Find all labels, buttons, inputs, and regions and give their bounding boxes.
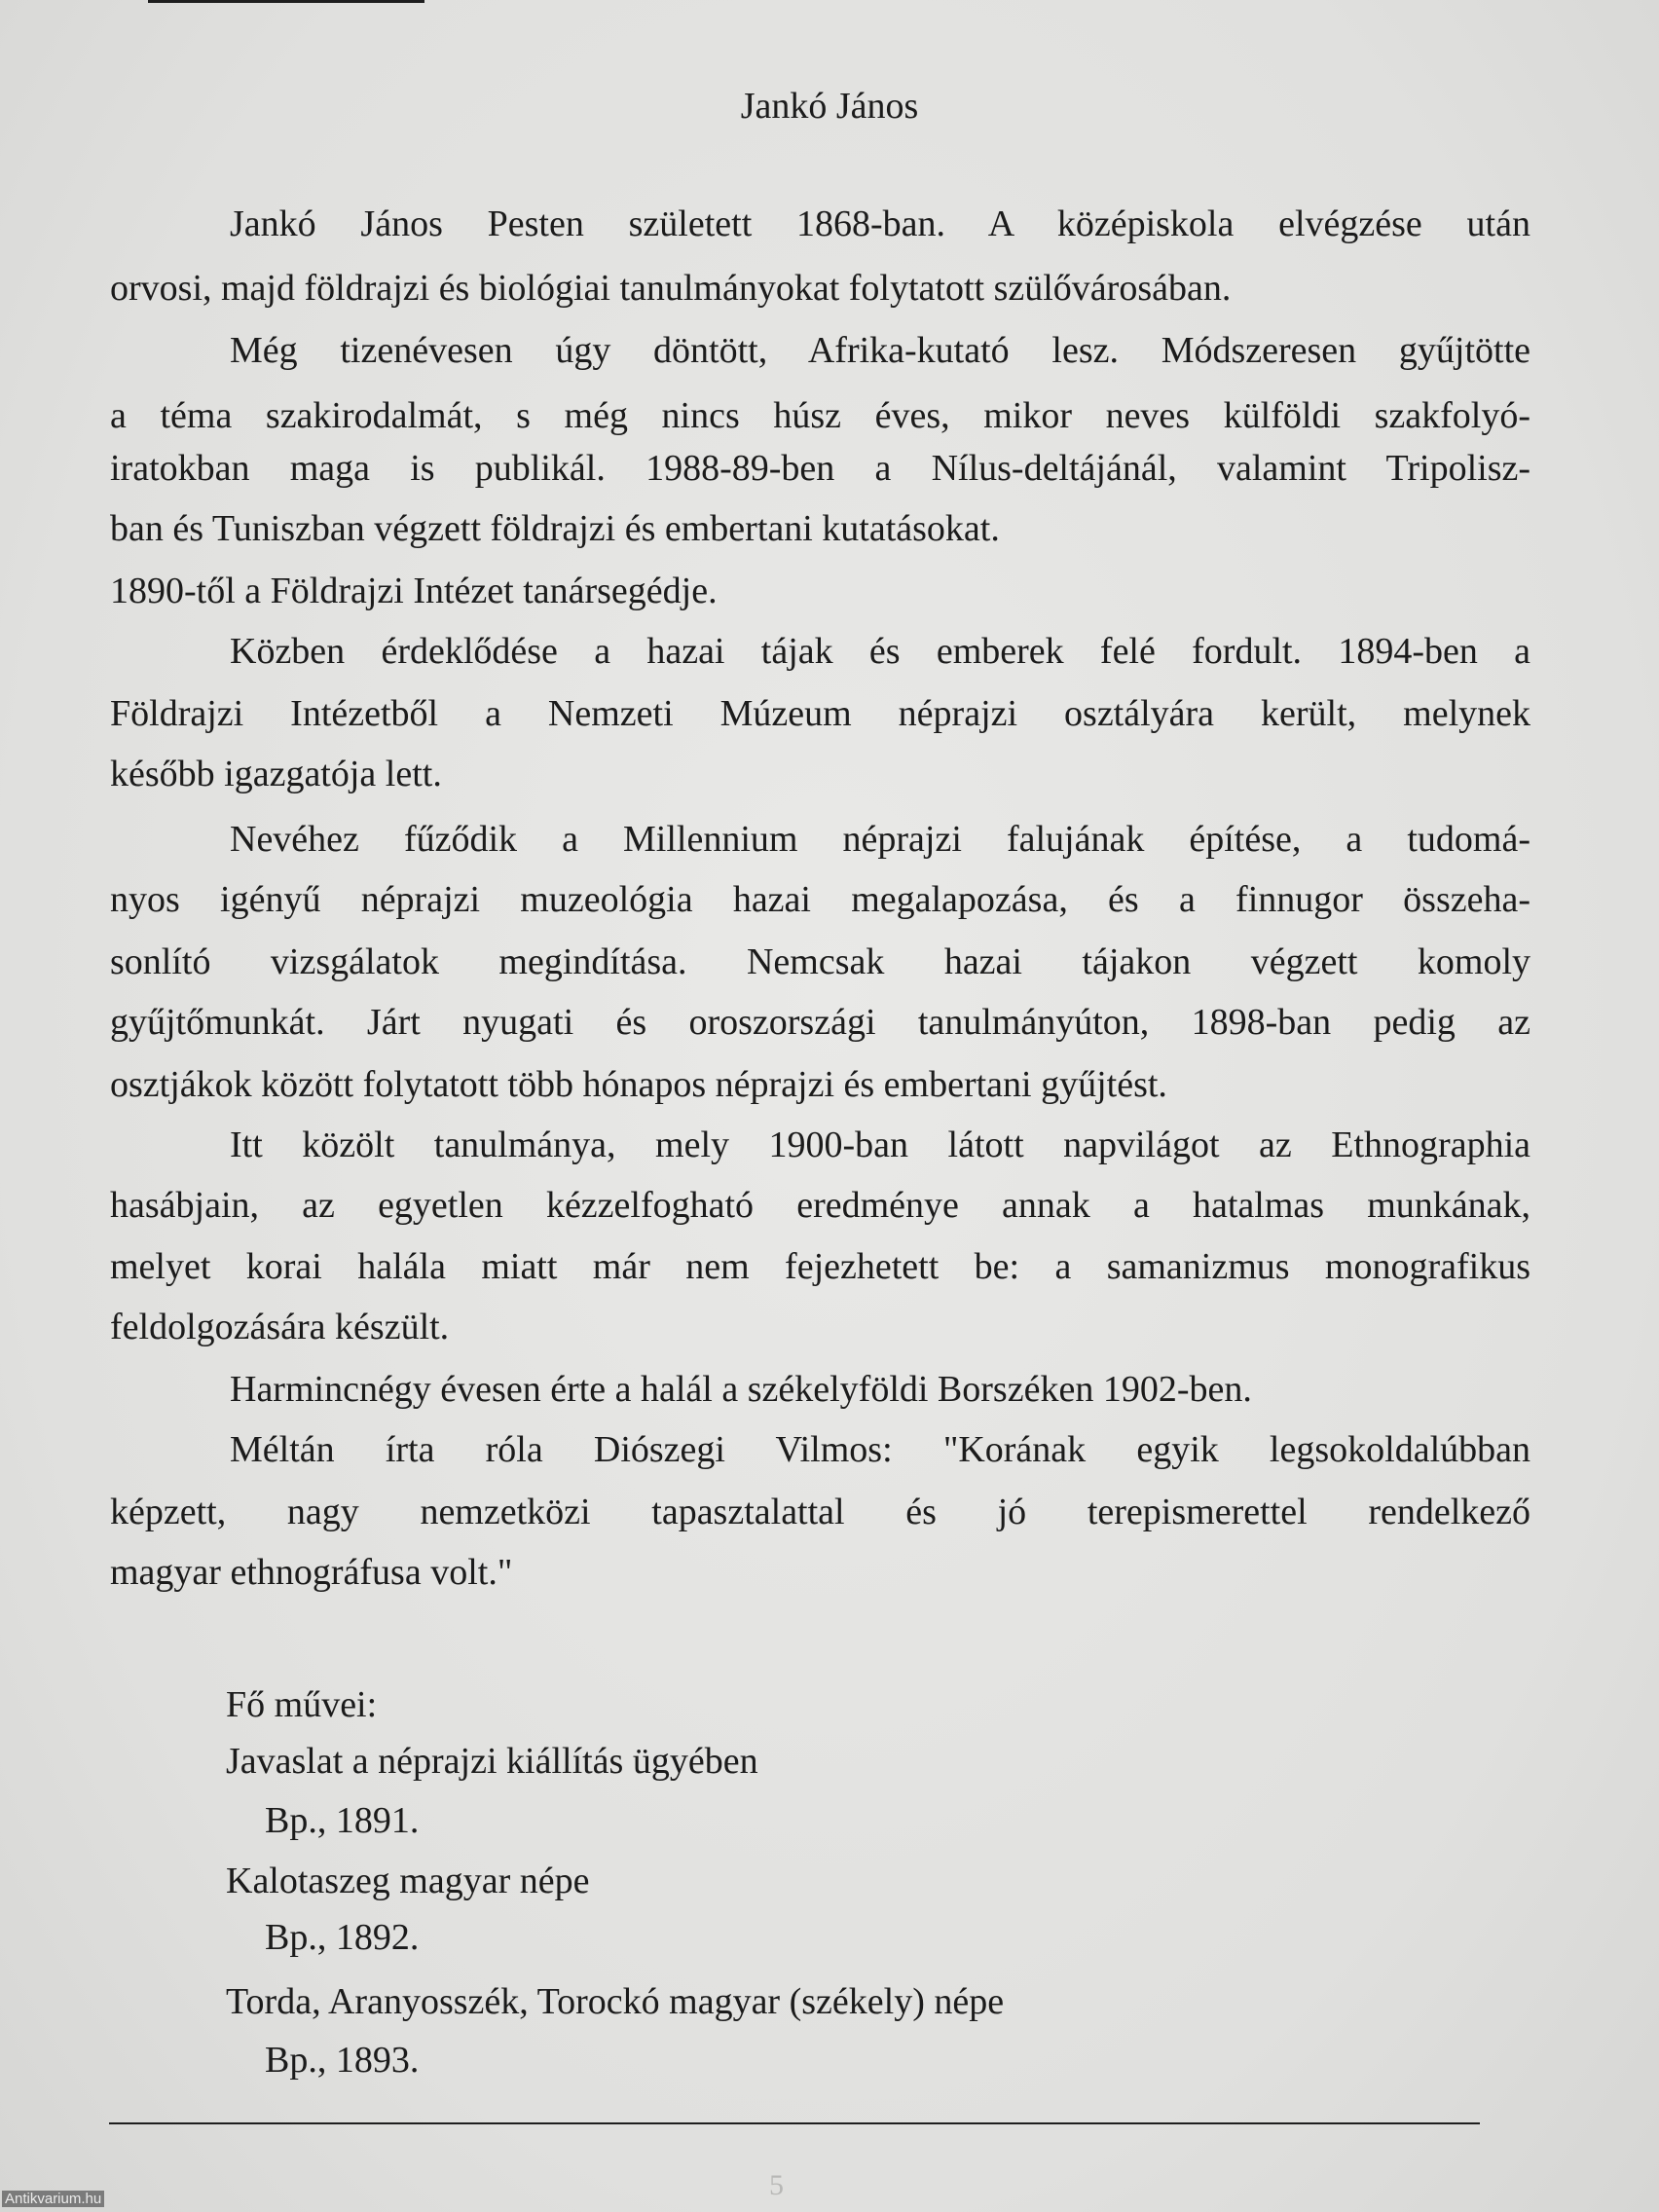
text-line: nyos igényű néprajzi muzeológia hazai megalapozása, és a finnugor összeha- xyxy=(110,879,1530,920)
text-line: ban és Tuniszban végzett földrajzi és embertani kutatásokat. xyxy=(110,508,1000,549)
watermark: Antikvarium.hu xyxy=(2,2191,104,2207)
text-line: Méltán írta róla Diószegi Vilmos: "Korának egyik legsokoldalúbban xyxy=(230,1429,1530,1470)
text-line: Földrajzi Intézetből a Nemzeti Múzeum néprajzi osztályára került, melynek xyxy=(110,693,1530,734)
page-number: 5 xyxy=(769,2169,784,2201)
text-line: képzett, nagy nemzetközi tapasztalattal és jó terepismerettel rendelkező xyxy=(110,1492,1530,1532)
text-line: hasábjain, az egyetlen kézzelfogható eredménye annak a hatalmas munkának, xyxy=(110,1185,1530,1226)
text-line: magyar ethnográfusa volt." xyxy=(110,1552,513,1593)
text-line: orvosi, majd földrajzi és biológiai tanulmányokat folytatott szülővárosában. xyxy=(110,268,1232,309)
text-line: Itt közölt tanulmánya, mely 1900-ban látott napvilágot az Ethnographia xyxy=(230,1124,1530,1165)
work-title: Torda, Aranyosszék, Torockó magyar (székely) népe xyxy=(226,1981,1005,2022)
work-title: Javaslat a néprajzi kiállítás ügyében xyxy=(226,1741,758,1782)
text-line: később igazgatója lett. xyxy=(110,754,442,794)
text-line: sonlító vizsgálatok megindítása. Nemcsak hazai tájakon végzett komoly xyxy=(110,941,1530,982)
text-line: Még tizenévesen úgy döntött, Afrika-kutató lesz. Módszeresen gyűjtötte xyxy=(230,330,1530,371)
work-imprint: Bp., 1893. xyxy=(265,2040,420,2081)
text-line: 1890-től a Földrajzi Intézet tanársegédje. xyxy=(110,571,718,611)
works-heading: Fő művei: xyxy=(226,1684,378,1725)
work-imprint: Bp., 1892. xyxy=(265,1917,420,1958)
text-line: iratokban maga is publikál. 1988-89-ben a Nílus-deltájánál, valamint Tripolisz- xyxy=(110,448,1530,489)
page-title: Jankó János xyxy=(740,86,919,127)
text-line: feldolgozására készült. xyxy=(110,1307,450,1347)
text-line: melyet korai halála miatt már nem fejezhetett be: a samanizmus monografikus xyxy=(110,1246,1530,1287)
text-line: Közben érdeklődése a hazai tájak és emberek felé fordult. 1894-ben a xyxy=(230,631,1530,672)
top-rule xyxy=(148,0,424,3)
text-line: Nevéhez fűződik a Millennium néprajzi falujának építése, a tudomá- xyxy=(230,819,1530,860)
bottom-rule xyxy=(109,2122,1480,2124)
text-line: a téma szakirodalmát, s még nincs húsz éves, mikor neves külföldi szakfolyó- xyxy=(110,395,1530,436)
text-line: osztjákok között folytatott több hónapos néprajzi és embertani gyűjtést. xyxy=(110,1064,1167,1105)
work-title: Kalotaszeg magyar népe xyxy=(226,1861,590,1901)
text-line: Harmincnégy évesen érte a halál a székelyföldi Borszéken 1902-ben. xyxy=(230,1369,1252,1410)
work-imprint: Bp., 1891. xyxy=(265,1800,420,1841)
text-line: Jankó János Pesten született 1868-ban. A középiskola elvégzése után xyxy=(230,203,1530,244)
text-line: gyűjtőmunkát. Járt nyugati és oroszországi tanulmányúton, 1898-ban pedig az xyxy=(110,1002,1530,1043)
